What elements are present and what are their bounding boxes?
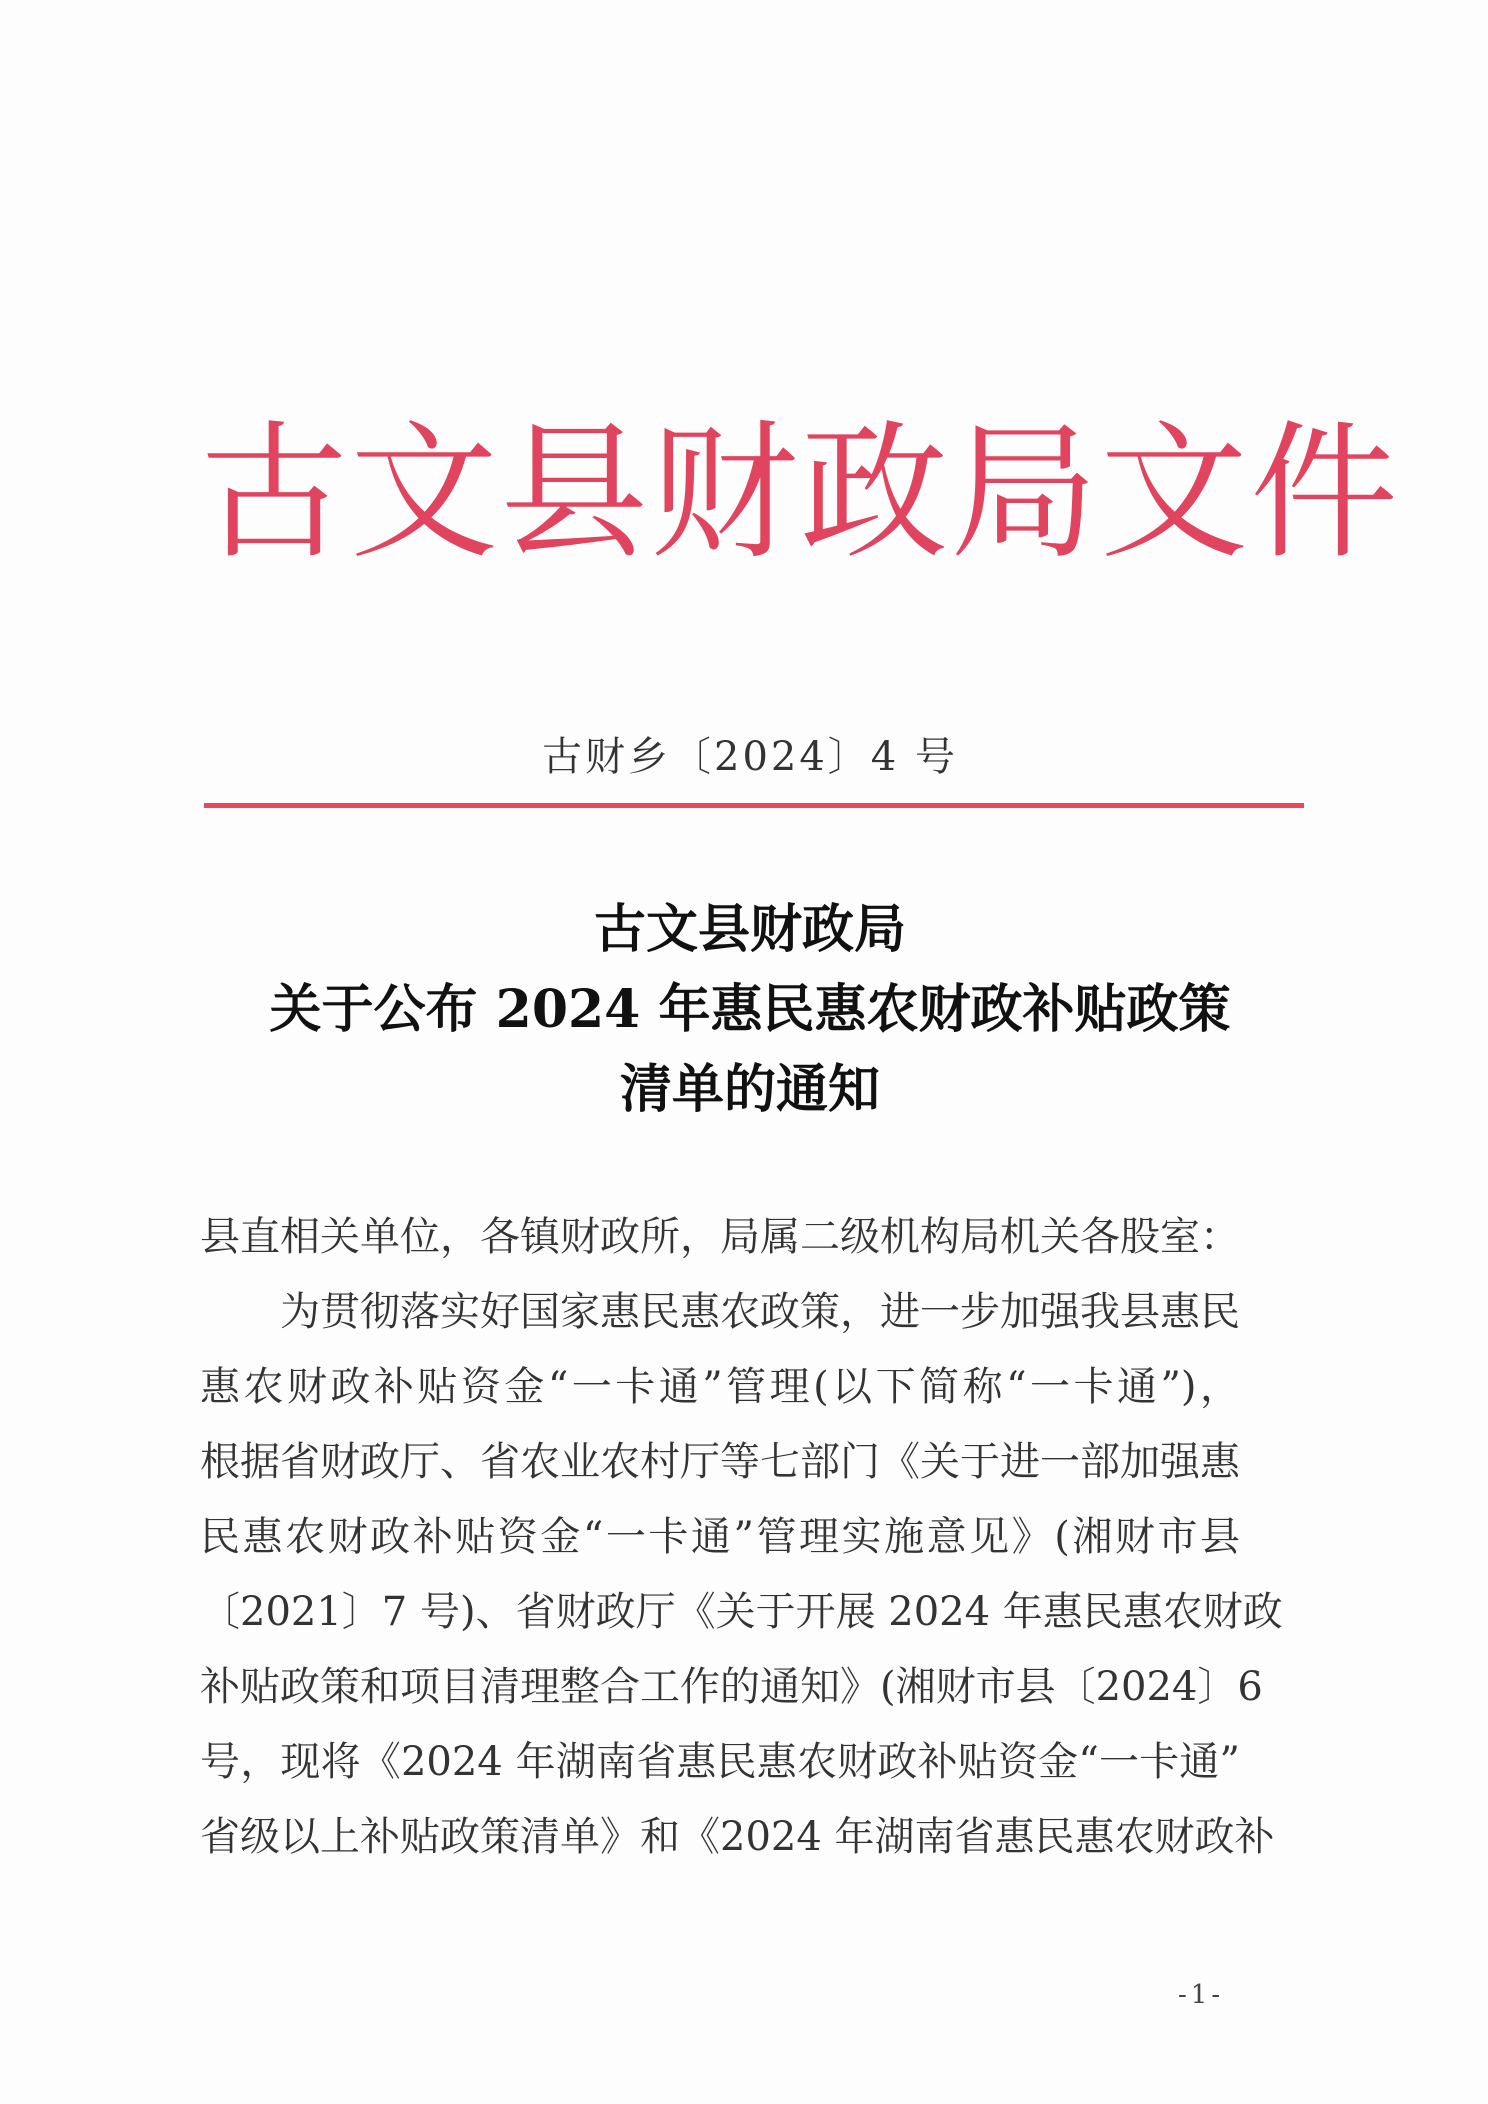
document-body bbox=[200, 1200, 1283, 1875]
document-title bbox=[200, 890, 1300, 1130]
body-line: 为贯彻落实好国家惠民惠农政策，进一步加强我县惠民 bbox=[280, 1289, 1240, 1335]
body-line: 民惠农财政补贴资金“一卡通”管理实施意见》(湘财市县 bbox=[200, 1514, 1240, 1560]
red-separator-rule bbox=[204, 803, 1304, 808]
title-line: 清单的通知 bbox=[619, 1059, 880, 1120]
title-line: 关于公布 2024 年惠民惠农财政补贴政策 bbox=[269, 979, 1231, 1040]
body-line: 号，现将《2024 年湖南省惠民惠农财政补贴资金“一卡通” bbox=[200, 1739, 1240, 1785]
salutation: 县直相关单位，各镇财政所，局属二级机构局机关各股室： bbox=[200, 1214, 1240, 1260]
title-line: 古文县财政局 bbox=[593, 899, 906, 960]
body-line: 省级以上补贴政策清单》和《2024 年湖南省惠民惠农财政补 bbox=[200, 1814, 1275, 1860]
document-masthead: 古文县财政局文件 bbox=[200, 407, 1400, 579]
body-line: 补贴政策和项目清理整合工作的通知》(湘财市县〔2024〕6 bbox=[200, 1664, 1263, 1710]
body-line: 〔2021〕7 号)、省财政厅《关于开展 2024 年惠民惠农财政 bbox=[200, 1589, 1283, 1635]
body-line: 惠农财政补贴资金“一卡通”管理(以下简称“一卡通”)， bbox=[200, 1364, 1240, 1410]
page-number: -1- bbox=[1178, 1980, 1225, 2010]
body-line: 根据省财政厅、省农业农村厅等七部门《关于进一部加强惠 bbox=[200, 1439, 1240, 1485]
document-number: 古财乡〔2024〕4 号 bbox=[542, 734, 958, 780]
